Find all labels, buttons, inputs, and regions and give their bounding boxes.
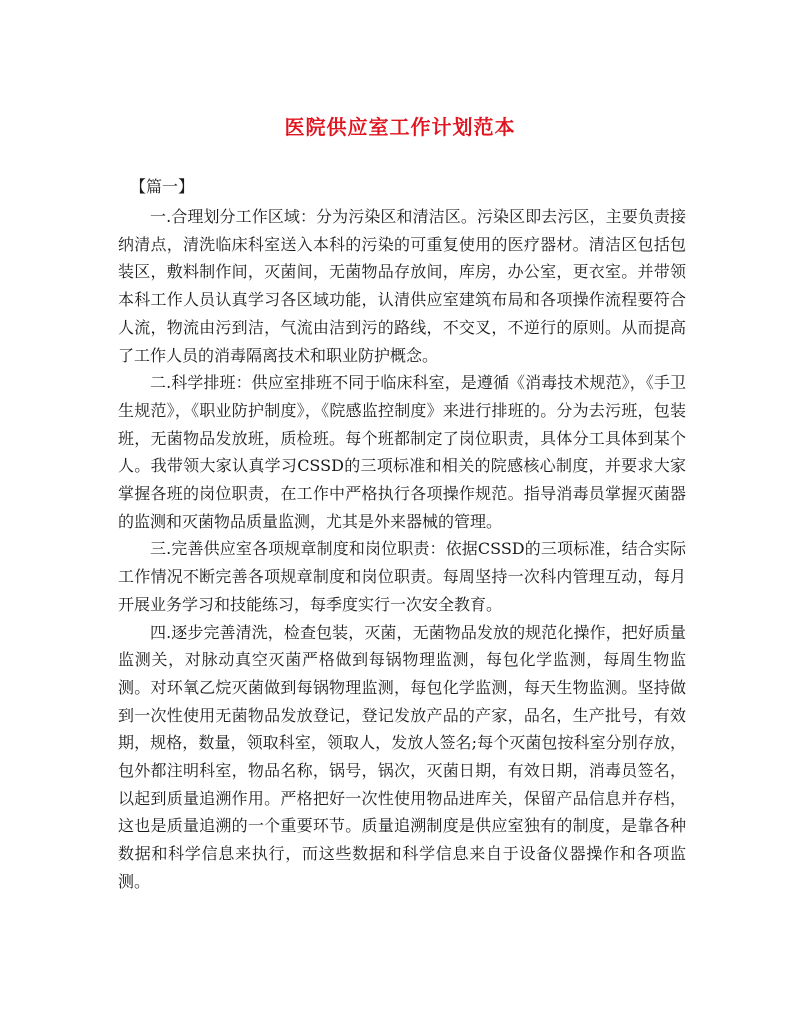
paragraph-2: 二.科学排班：供应室排班不同于临床科室，是遵循《消毒技术规范》，《手卫生规范》，《职业防护制度》，《院感监控制度》来进行排班的。分为去污班，包装班，无菌物品发放班，质检班。每个班都制定了岗位职责，具体分工具体到某个人。我带领大家认真学习CSSD的三项标准和相关的院感核心制度，并要求大家掌握各班的岗位职责，在工作中严格执行各项操作规范。指导消毒员掌握灭菌器的监测和灭菌物品质量监测，尤其是外来器械的管理。: [118, 373, 686, 531]
section-label: 【篇一】: [130, 177, 195, 196]
paragraph-4: 四.逐步完善清洗，检查包装，灭菌，无菌物品发放的规范化操作，把好质量监测关，对脉动真空灭菌严格做到每锅物理监测，每包化学监测，每周生物监测。对环氧乙烷灭菌做到每锅物理监测，每包化学监测，每天生物监测。坚持做到一次性使用无菌物品发放登记，登记发放产品的产家，品名，生产批号，有效期，规格，数量，领取科室，领取人，发放人签名;每个灭菌包按科室分别存放，包外都注明科室，物品名称，锅号，锅次，灭菌日期，有效日期，消毒员签名，以起到质量追溯作用。严格把好一次性使用物品进库关，保留产品信息并存档，这也是质量追溯的一个重要环节。质量追溯制度是供应室独有的制度，是靠各种数据和科学信息来执行，而这些数据和科学信息来自于设备仪器操作和各项监测。: [118, 622, 686, 891]
paragraph-3: 三.完善供应室各项规章制度和岗位职责：依据CSSD的三项标准，结合实际工作情况不断完善各项规章制度和岗位职责。每周坚持一次科内管理互动，每月开展业务学习和技能练习，每季度实行一次安全教育。: [118, 539, 686, 614]
paragraph-1: 一.合理划分工作区域：分为污染区和清洁区。污染区即去污区，主要负责接纳清点，清洗临床科室送入本科的污染的可重复使用的医疗器材。清洁区包括包装区，敷料制作间，灭菌间，无菌物品存放间，库房，办公室，更衣室。并带领本科工作人员认真学习各区域功能，认清供应室建筑布局和各项操作流程要符合人流，物流由污到洁，气流由洁到污的路线，不交叉，不逆行的原则。从而提高了工作人员的消毒隔离技术和职业防护概念。: [118, 207, 686, 365]
document-body: [118, 203, 686, 896]
document-title: 医院供应室工作计划范本: [284, 115, 516, 139]
